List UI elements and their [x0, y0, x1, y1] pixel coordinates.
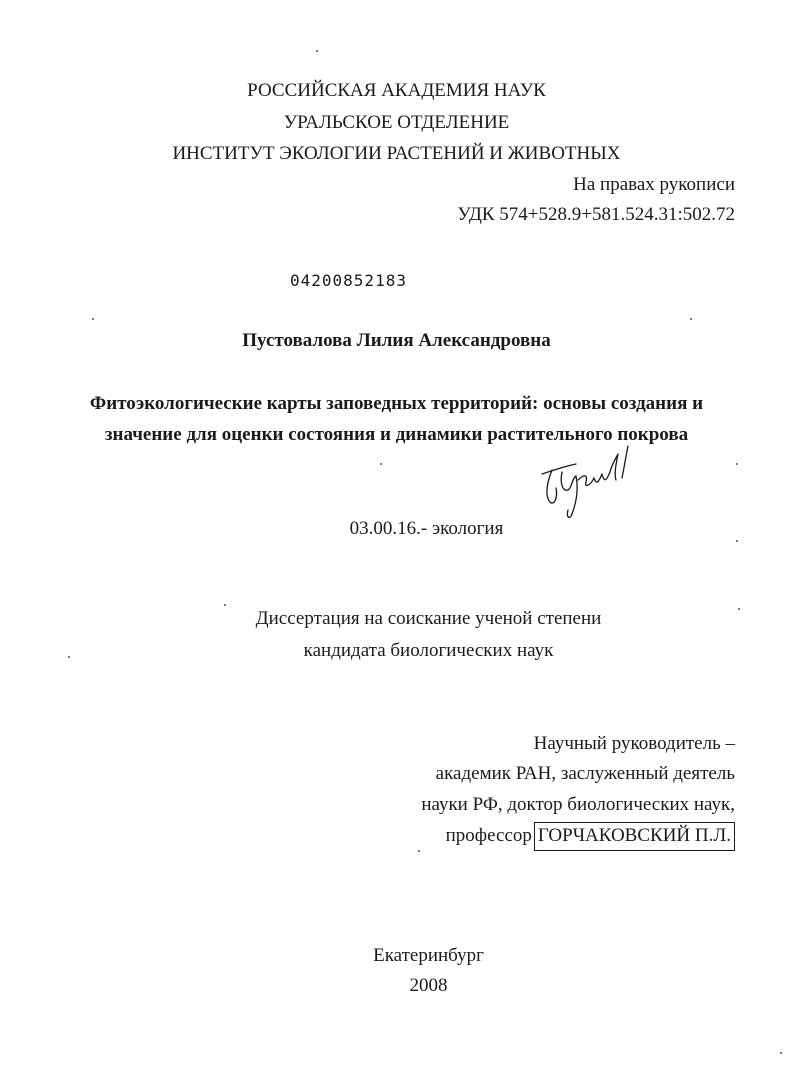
scan-speck	[92, 318, 94, 320]
scan-speck	[736, 540, 738, 542]
thesis-title-line-1: Фитоэкологические карты заповедных территорий: основы создания и	[89, 393, 704, 414]
academy-name: РОССИЙСКАЯ АКАДЕМИЯ НАУК	[247, 80, 546, 101]
supervisor-heading: Научный руководитель –	[533, 733, 735, 754]
scan-speck	[224, 604, 226, 606]
institute-name: ИНСТИТУТ ЭКОЛОГИИ РАСТЕНИЙ И ЖИВОТНЫХ	[172, 143, 621, 164]
city: Екатеринбург	[373, 945, 484, 966]
scan-speck	[690, 318, 692, 320]
supervisor-title-2: науки РФ, доктор биологических наук,	[421, 794, 735, 815]
specialty: 03.00.16.- экология	[349, 518, 504, 539]
supervisor-name: ГОРЧАКОВСКИЙ П.Л.	[534, 822, 735, 851]
degree-line-1: Диссертация на соискание ученой степени	[255, 608, 602, 629]
supervisor-name-line	[446, 825, 735, 847]
scan-speck	[316, 50, 318, 52]
scan-speck	[780, 1052, 782, 1054]
udc-code: УДК 574+528.9+581.524.31:502.72	[457, 204, 735, 225]
scan-speck	[736, 463, 738, 465]
degree-line-2: кандидата биологических наук	[303, 640, 554, 661]
handwritten-signature	[532, 440, 642, 525]
scan-speck	[380, 463, 382, 465]
supervisor-title-1: академик РАН, заслуженный деятель	[435, 763, 735, 784]
author-name: Пустовалова Лилия Александровна	[242, 330, 551, 351]
scan-speck	[738, 608, 740, 610]
branch-name: УРАЛЬСКОЕ ОТДЕЛЕНИЕ	[283, 112, 510, 133]
scan-speck	[418, 850, 420, 852]
supervisor-rank: профессор	[445, 825, 532, 846]
stamp-number: 04200852183	[290, 271, 407, 290]
scan-speck	[68, 656, 70, 658]
thesis-title-line-2: значение для оценки состояния и динамики растительного покрова	[104, 424, 689, 445]
year: 2008	[409, 975, 448, 996]
manuscript-note: На правах рукописи	[573, 174, 735, 195]
